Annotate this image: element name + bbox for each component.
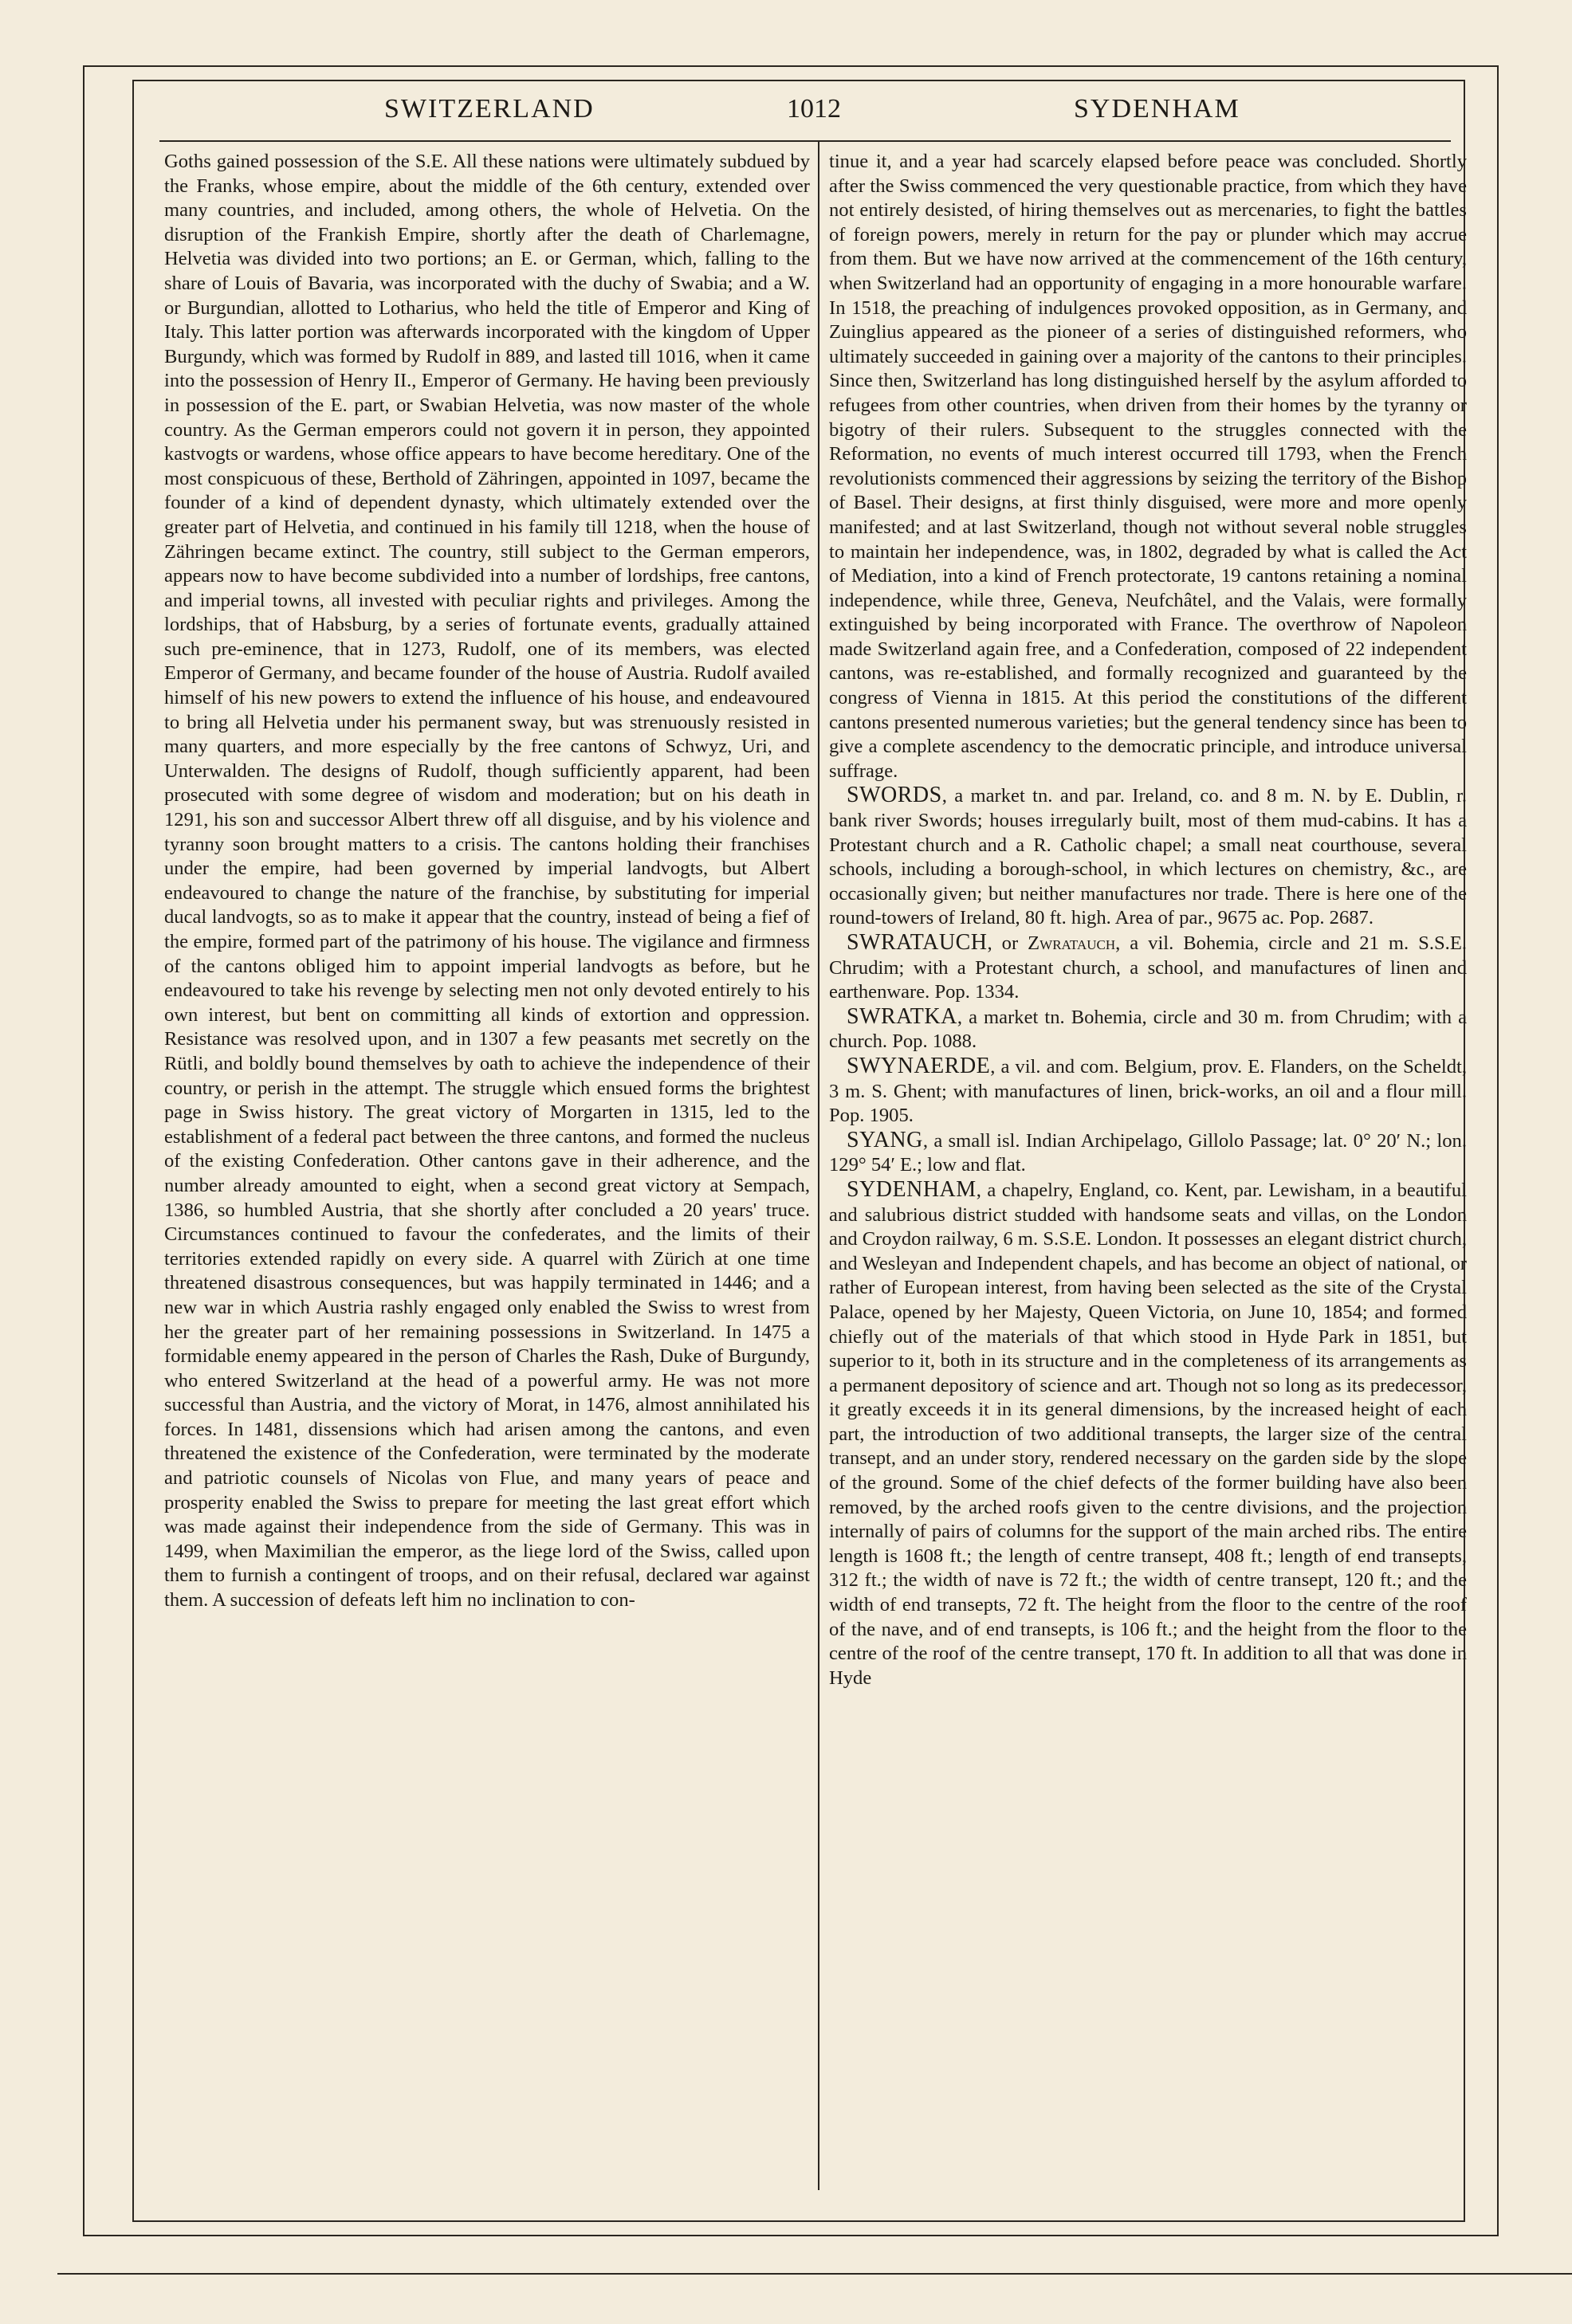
entry-sydenham (829, 1178, 1467, 1690)
headword: SWORDS (847, 783, 942, 808)
running-header (145, 94, 1452, 134)
entry-body: , a market tn. and par. Ireland, co. and 8 m. N. by E. Dublin, r. bank river Swords; houses irregularly built, most of them mud-cabins. It has a Protestant church and a R. Catholic chapel; a small neat courthouse, several schools, including a borough-school, in which lectures on chemistry, &c., are occasionally given; but neither manufactures nor trade. There is here one of the round-towers of Ireland, 80 ft. high. Area of par., 9675 ac. Pop. 2687. (829, 785, 1467, 929)
headword: SWYNAERDE (847, 1053, 991, 1078)
switzerland-history-continuation: tinue it, and a year had scarcely elapsed before peace was concluded. Shortly after the Swiss commenced the very questionable practice, from which they have not entirely desisted, of hiring themselves out as mercenaries, to fight the battles of foreign powers, merely in return for the pay or plunder which may accrue from them. But we have now arrived at the commencement of the 16th century, when Switzerland had an opportunity of engaging in a more honourable warfare. In 1518, the preaching of indulgences provoked opposition, as in Germany, and Zuinglius appeared as the pioneer of a series of distinguished reformers, who ultimately succeeded in gaining over a majority of the cantons to their principles. Since then, Switzerland has long distinguished herself by the asylum afforded to refugees from other countries, when driven from their homes by the tyranny or bigotry of their rulers. Subsequent to the struggles connected with the Reformation, no events of much interest occurred till 1793, when the French revolutionists commenced their aggressions by seizing the territory of the Bishop of Basel. Their designs, at first thinly disguised, were more and more openly manifested; and at last Switzerland, though not without several noble struggles to maintain her independence, was, in 1802, degraded by what is called the Act of Mediation, into a kind of French protectorate, 19 cantons retaining a nominal independence, while three, Geneva, Neufchâtel, and the Valais, were formally extinguished by being incorporated with France. The overthrow of Napoleon made Switzerland again free, and a Confederation, composed of 22 independent cantons, was re-established, and formally recognized and guaranteed by the congress of Vienna in 1815. At this period the constitutions of the different cantons presented numerous varieties; but the general tendency since has been to give a complete ascendency to the democratic principle, and introduce universal suffrage. (829, 151, 1467, 782)
page-number: 1012 (787, 94, 841, 124)
header-left-title: SWITZERLAND (384, 94, 595, 124)
headword: SYDENHAM (847, 1176, 977, 1202)
headword: SWRATKA (847, 1003, 957, 1029)
entry-body: , a vil. and com. Belgium, prov. E. Flanders, on the Scheldt, 3 m. S. Ghent; with manufactures of linen, brick-works, an oil and a flour mill. Pop. 1905. (829, 1055, 1467, 1127)
entry-body: , a chapelry, England, co. Kent, par. Lewisham, in a beautiful and salubrious district studded with handsome seats and villas, on the London and Croydon railway, 6 m. S.S.E. London. It possesses an elegant district church, and Wesleyan and Independent chapels, and has become an object of national, or rather of European interest, from having been selected as the site of the Crystal Palace, opened by her Majesty, Queen Victoria, on June 10, 1854; and formed chiefly out of the materials of that which stood in Hyde Park in 1851, but superior to it, both in its structure and in the completeness of its arrangements as a permanent depository of science and art. Though not so long as its predecessor, it greatly exceeds it in its general dimensions, by the increased height of each part, the introduction of two additional transepts, the larger size of the central transept, and an under story, rendered necessary on the garden side by the slope of the ground. Some of the chief defects of the former building have also been removed, by the arched roofs given to the centre divisions, and the projection internally of pairs of columns for the support of the main arched ribs. The entire length is 1608 ft.; the length of centre transept, 408 ft.; length of end transepts, 312 ft.; the width of nave is 72 ft.; the width of centre transept, 120 ft.; and the width of end transepts, 72 ft. The height from the floor to the centre of the roof of the nave, and of end transepts, is 106 ft.; and the height from the floor to the centre of the roof of the centre transept, 170 ft. In addition to all that was done in Hyde (829, 1179, 1467, 1689)
header-rule (159, 140, 1451, 142)
entry-body: , a small isl. Indian Archipelago, Gillolo Passage; lat. 0° 20′ N.; lon. 129° 54′ E.; low and flat. (829, 1129, 1467, 1176)
entry-body: , a market tn. Bohemia, circle and 30 m. from Chrudim; with a church. Pop. 1088. (829, 1006, 1467, 1053)
headword: SWRATAUCH (847, 930, 988, 955)
headword: SYANG (847, 1127, 923, 1152)
switzerland-history-text: Goths gained possession of the S.E. All these nations were ultimately subdued by the Franks, whose empire, about the middle of the 6th century, extended over many countries, and included, among others, the whole of Helvetia. On the disruption of the Frankish Empire, shortly after the death of Charlemagne, Helvetia was divided into two portions; an E. or German, which, falling to the share of Louis of Bavaria, was incorporated with the duchy of Swabia; and a W. or Burgundian, allotted to Lotharius, who held the title of Emperor and King of Italy. This latter portion was afterwards incorporated with the kingdom of Upper Burgundy, which was formed by Rudolf in 889, and lasted till 1016, when it came into the possession of Henry II., Emperor of Germany. He having been previously in possession of the E. part, or Swabian Helvetia, was now master of the whole country. As the German emperors could not govern it in person, they appointed kastvogts or wardens, whose office appears to have become hereditary. One of the most conspicuous of these, Berthold of Zähringen, appointed in 1097, became the founder of a kind of dependent dynasty, which ultimately extended over the greater part of Helvetia, and continued in his family till 1218, when the house of Zähringen became extinct. The country, still subject to the German emperors, appears now to have become subdivided into a number of lordships, free cantons, and imperial towns, all invested with peculiar rights and privileges. Among the lordships, that of Habsburg, by a series of fortunate events, gradually attained such pre-eminence, that in 1273, Rudolf, one of its members, was elected Emperor of Germany, and became founder of the house of Austria. Rudolf availed himself of his new powers to extend the influence of his house, and endeavoured to bring all Helvetia under his permanent sway, but was strenuously resisted in many quarters, and more especially by the free cantons of Schwyz, Uri, and Unterwalden. The designs of Rudolf, though sufficiently apparent, had been prosecuted with some degree of wisdom and moderation; but on his death in 1291, his son and successor Albert threw off all disguise, and by his violence and tyranny soon brought matters to a crisis. The cantons holding their franchises under the empire, had been governed by imperial landvogts, but Albert endeavoured to change the nature of the franchise, by substituting for imperial ducal landvogts, so as to make it appear that the country, instead of being a fief of the empire, formed part of the patrimony of his house. The vigilance and firmness of the cantons obliged him to appoint imperial landvogts as before, but he endeavoured to take his revenge by selecting men not only devoted entirely to his own interest, but bent on committing all kinds of extortion and oppression. Resistance was resolved upon, and in 1307 a few peasants met secretly on the Rütli, and boldly bound themselves by oath to achieve the independence of their country, or perish in the attempt. The struggle which ensued forms the brightest page in Swiss history. The great victory of Morgarten in 1315, led to the establishment of a federal pact between the three cantons, and formed the nucleus of the existing Confederation. Other cantons gave in their adherence, and the number already amounted to eight, when a second great victory at Sempach, 1386, so humbled Austria, that she shortly after concluded a 20 years' truce. Circumstances continued to favour the confederates, and the limits of their territories extended rapidly on every side. A quarrel with Zürich at one time threatened disastrous consequences, but was happily terminated in 1446; and a new war in which Austria rashly engaged only enabled the Swiss to wrest from her the greater part of her remaining possessions in Switzerland. In 1475 a formidable enemy appeared in the person of Charles the Rash, Duke of Burgundy, who entered Switzerland at the head of a powerful army. He was not more successful than Austria, and the victory of Morat, in 1476, almost annihilated his forces. In 1481, dissensions which had arisen among the cantons, and even threatened the existence of the Confederation, were terminated by the moderate and patriotic counsels of Nicolas von Flue, and many years of peace and prosperity enabled the Swiss to prepare for meeting the last great effort which was made against their independence from the side of Germany. This was in 1499, when Maximilian the emperor, as the liege lord of the Swiss, called upon them to furnish a contingent of troops, and on their refusal, declared war against them. A succession of defeats left him no inclination to con- (164, 151, 810, 1611)
entry-alt-name: Zwratauch (1028, 932, 1116, 954)
entry-swords (829, 783, 1467, 931)
entry-swratka (829, 1005, 1467, 1054)
bottom-rule (57, 2273, 1572, 2275)
header-right-title: SYDENHAM (1074, 94, 1240, 124)
right-column (829, 150, 1467, 1690)
entry-alt-prefix: , or (987, 932, 1028, 954)
entry-body: , a vil. Bohemia, circle and 21 m. S.S.E. Chrudim; with a Protestant church, a school, and manufactures of linen and earthenware. Pop. 1334. (829, 932, 1467, 1003)
entry-swratauch (829, 931, 1467, 1005)
column-divider (818, 142, 819, 2190)
left-column (164, 150, 810, 1613)
entry-swynaerde (829, 1054, 1467, 1129)
entry-syang (829, 1129, 1467, 1178)
